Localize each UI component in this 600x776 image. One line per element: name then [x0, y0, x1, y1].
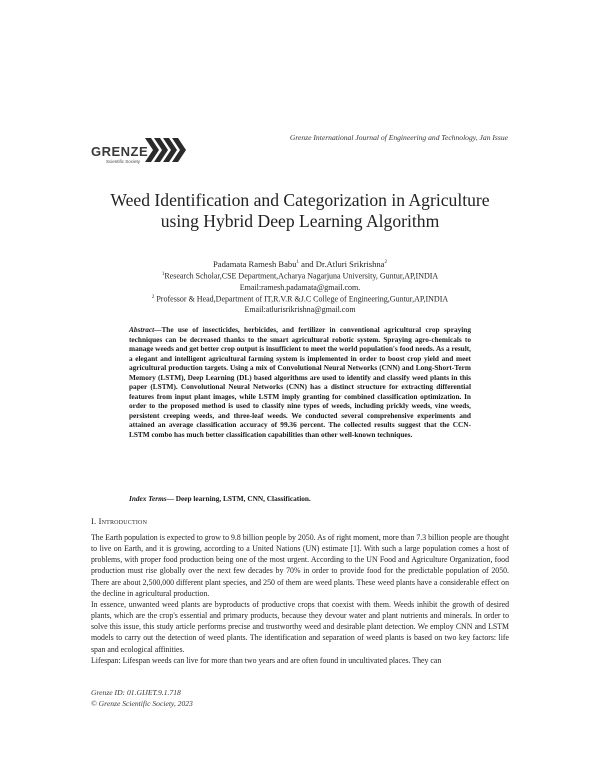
- author-1-sup: 1: [296, 260, 300, 265]
- grenze-logo: [91, 133, 187, 169]
- index-terms: [129, 494, 471, 503]
- copyright: © Grenze Scientific Society, 2023: [91, 698, 193, 708]
- affiliation-1: [60, 270, 540, 282]
- body-text: [91, 532, 509, 666]
- chevron-arrows-icon: [145, 136, 187, 164]
- title-line-1: Weed Identification and Categorization in Agriculture: [110, 190, 490, 210]
- section-title: Introduction: [98, 517, 148, 526]
- logo-wordmark: GRENZE: [91, 144, 149, 159]
- abstract-text: —The use of insecticides, herbicides, and fertilizer in conventional agricultural crop spraying techniques can be decreased thanks to the smart agricultural robotic system. Spraying agro-chemicals to manage weeds and get better crop output is insufficient to meet the world population's food needs. As a result, a elegant and intelligent agricultural farming system is implemented in order to boost crop yield and meet agricultural production targets. Using a mix of Convolutional Neural Networks (CNN) and Long-Short-Term Memory (LSTM), Deep Learning (DL) based algorithms are used to identify and classify weed plants in this paper (LSTM). Convolutional Neural Networks (CNN) has a distinct structure for extracting differential features from input plant images, while LSTM imply granting for combined classification optimization. In order to the proposed method is used to classify nine types of weeds, including prickly weeds, vine weeds, persistent creeping weeds, and three-leaf weeds. We conducted several comprehensive experiments and attained an average classification accuracy of 99.36 percent. The collected results suggest that the CCN-LSTM combo has much better classification capabilities than other well-known techniques.: [129, 325, 471, 440]
- author-2-sup: 2: [384, 260, 387, 265]
- email-1: Email:ramesh.padamata@gmail.com.: [239, 282, 361, 292]
- author-conjunction: and: [299, 258, 316, 269]
- affiliation-1-sup: 1: [161, 272, 165, 278]
- abstract: [129, 325, 471, 440]
- paragraph-3: Lifespan: Lifespan weeds can live for more than two years and are often found in uncultivated places. They can: [91, 655, 442, 665]
- section-number: I.: [91, 517, 99, 526]
- email-2: Email:atlurisrikrishna@gmail.com: [244, 305, 356, 315]
- index-terms-text: — Deep learning, LSTM, CNN, Classification.: [166, 494, 311, 503]
- affiliation-2-text: Professor & Head,Department of IT,R.V.R &J.C College of Engineering,Guntur,AP,INDIA: [154, 294, 449, 304]
- paragraph-2: In essence, unwanted weed plants are byproducts of productive crops that coexist with them. Weeds inhibit the growth of desired plants, which are the crop's essential and primary products, because they devour water and plant nutrients and minerals. In order to solve this issue, this study article performs precise and trustworthy weed and desirable plant detection. We employ CNN and LSTM models to carry out the detection of weed plants. The identification and separation of weed plants is based on two key factors: life span and ecological affinities.: [91, 599, 509, 654]
- title-line-2: using Hybrid Deep Learning Algorithm: [160, 211, 440, 231]
- page-footer: [91, 688, 193, 709]
- author-1: Padamata Ramesh Babu: [213, 258, 297, 269]
- affiliation-1-text: Research Scholar,CSE Department,Acharya Nagarjuna University, Guntur,AP,INDIA: [164, 272, 439, 282]
- affiliation-2: [60, 293, 540, 305]
- index-terms-lead: Index Terms: [129, 494, 167, 503]
- section-heading: [91, 517, 147, 526]
- author-block: [60, 258, 540, 316]
- journal-name: Grenze International Journal of Engineering and Technology, Jan Issue: [289, 133, 508, 142]
- affiliation-2-sup: 2: [151, 295, 155, 301]
- abstract-lead: Abstract: [129, 325, 155, 334]
- author-2: Dr.Atluri Srikrishna: [315, 258, 385, 269]
- paper-title: [60, 190, 540, 232]
- author-names: [60, 258, 540, 269]
- grenze-id: Grenze ID: 01.GIJET.9.1.718: [91, 688, 181, 697]
- paragraph-1: The Earth population is expected to grow to 9.8 billion people by 2050. As of right moment, more than 7.3 billion people are thought to live on Earth, and it is growing, according to a United Nations (UN) estimate [1]. With such a large population comes a host of problems, with proper food production being one of the most urgent. According to the UN Food and Agriculture Organization, food production must rise globally over the next few decades by 70% in order to provide food for the predictable population of 2050. There are about 2,500,000 different plant species, and 250 of them are weed plants. These weed plants have a considerable effect on the decline in agricultural production.: [91, 533, 509, 598]
- logo-tagline: Scientific Society: [106, 159, 141, 164]
